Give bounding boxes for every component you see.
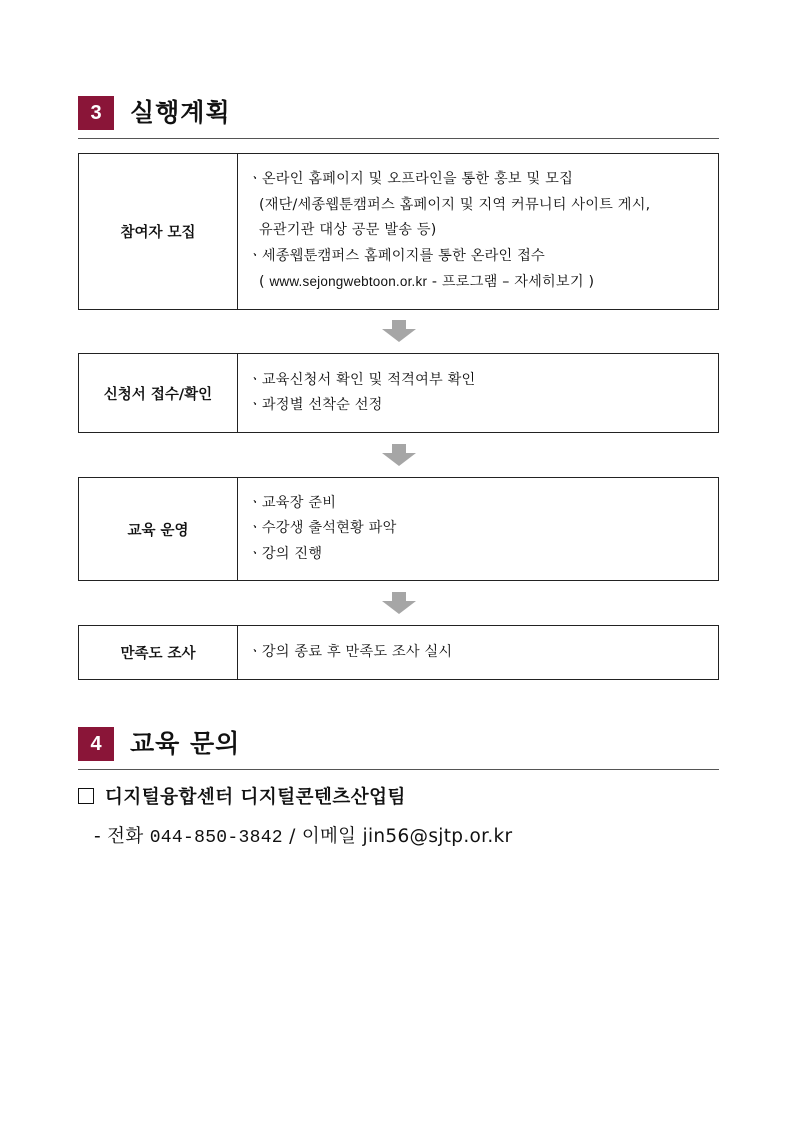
section-title: 교육 문의 <box>130 729 241 758</box>
url-path: - 프로그램 – 자세히보기 ) <box>427 274 595 291</box>
step-education-operation <box>78 477 719 581</box>
step-line: ㆍ강의 종료 후 만족도 조사 실시 <box>248 643 453 660</box>
step-label: 신청서 접수/확인 <box>79 354 238 432</box>
step-description <box>238 478 718 580</box>
section-4-header <box>78 727 719 770</box>
organization-name: 디지털융합센터 디지털콘텐츠산업팀 <box>105 787 406 808</box>
email-label: / 이메일 <box>282 826 363 847</box>
step-line: ㆍ과정별 선착순 선정 <box>248 397 383 413</box>
down-arrow-icon <box>382 592 416 614</box>
down-arrow-icon <box>382 320 416 342</box>
step-label: 참여자 모집 <box>79 154 238 309</box>
step-line: ㆍ강의 진행 <box>248 545 323 562</box>
step-description <box>238 626 718 679</box>
step-line: 유관기관 대상 공문 발송 등) <box>259 222 437 239</box>
step-application-review <box>78 353 719 433</box>
step-line: ㆍ온라인 홈페이지 및 오프라인을 통한 홍보 및 모집 <box>248 171 573 188</box>
step-description <box>238 154 718 309</box>
step-line: (재단/세종웹툰캠퍼스 홈페이지 및 지역 커뮤니티 사이트 게시, <box>259 196 651 213</box>
step-line: ㆍ수강생 출석현황 파악 <box>248 520 397 537</box>
website-link[interactable]: www.sejongwebtoon.or.kr <box>269 274 428 290</box>
section-number: 4 <box>78 727 114 761</box>
step-label: 교육 운영 <box>79 478 238 580</box>
url-open: ( <box>259 274 270 291</box>
section-3-header <box>78 96 719 139</box>
phone-number[interactable]: 044-850-3842 <box>149 828 283 848</box>
step-line: ㆍ교육신청서 확인 및 적격여부 확인 <box>248 371 476 388</box>
step-description <box>238 354 718 432</box>
step-line: ㆍ세종웹툰캠퍼스 홈페이지를 통한 온라인 접수 <box>248 247 545 264</box>
email-address[interactable]: jin56@sjtp.or.kr <box>362 826 513 847</box>
phone-label: - 전화 <box>94 826 150 847</box>
contact-organization <box>78 783 406 809</box>
step-participant-recruitment <box>78 153 719 310</box>
section-title: 실행계획 <box>130 98 231 127</box>
contact-details <box>94 822 512 848</box>
section-number: 3 <box>78 96 114 130</box>
step-satisfaction-survey <box>78 625 719 680</box>
step-line: ㆍ교육장 준비 <box>248 494 337 511</box>
step-label: 만족도 조사 <box>79 626 238 679</box>
checkbox-square-icon <box>78 788 94 804</box>
url-line <box>248 269 718 296</box>
down-arrow-icon <box>382 444 416 466</box>
